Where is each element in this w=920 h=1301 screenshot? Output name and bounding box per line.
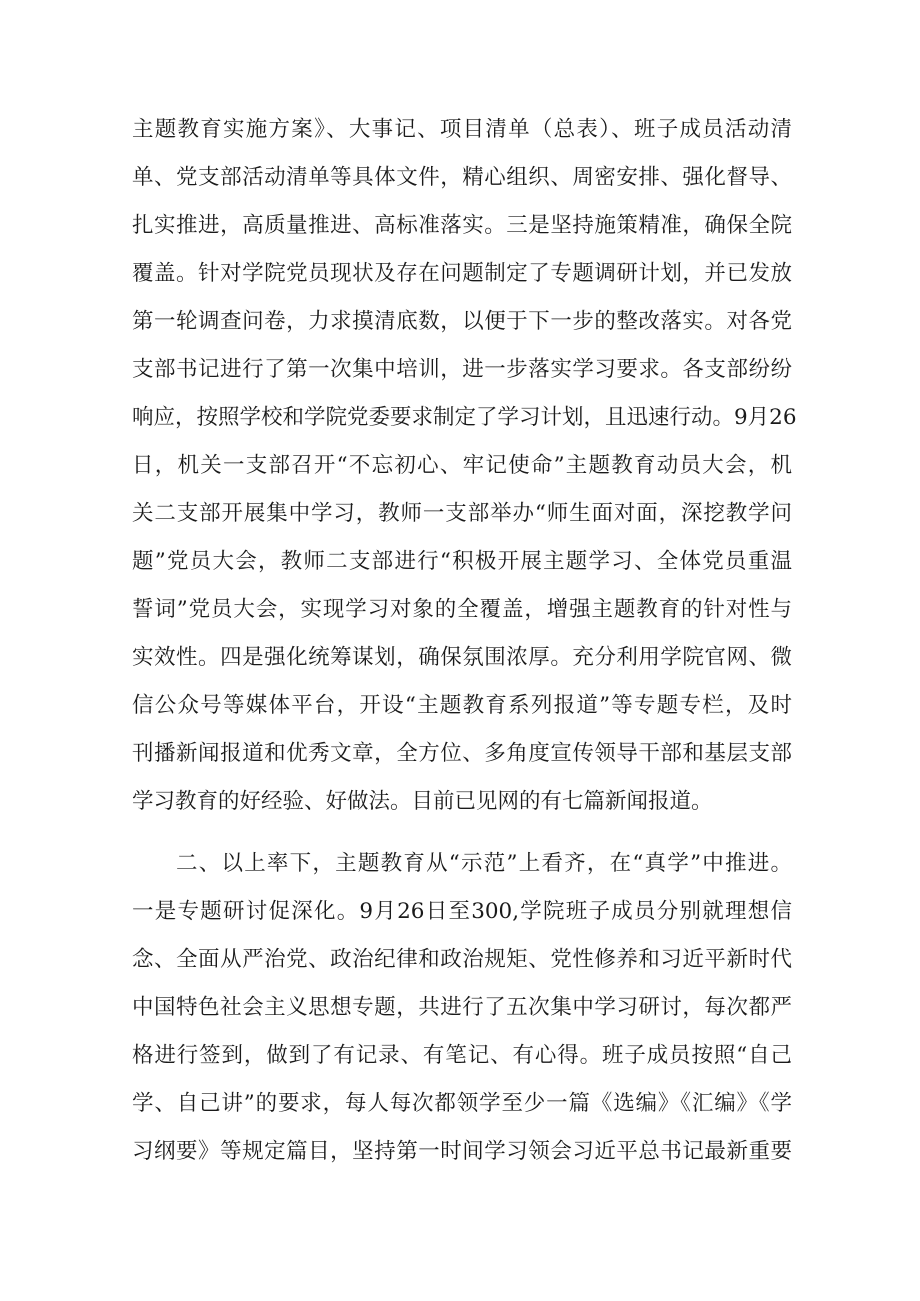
text-line: 学、自己讲”的要求，每人每次都领学至少一篇《选编》《汇编》《学	[132, 1091, 792, 1116]
text-line: 誓词”党员大会，实现学习对象的全覆盖，增强主题教育的针对性与	[132, 597, 792, 622]
section-heading-line: 二、以上率下，主题教育从“示范”上看齐，在“真学”中推进。	[176, 851, 792, 876]
text-line: 主题教育实施方案》、大事记、项目清单（总表）、班子成员活动清	[132, 117, 792, 142]
text-line: 关二支部开展集中学习，教师一支部举办“师生面对面，深挖教学问	[132, 501, 792, 526]
text-line: 响应，按照学校和学院党委要求制定了学习计划，且迅速行动。9月26	[132, 405, 797, 430]
text-line: 支部书记进行了第一次集中培训，进一步落实学习要求。各支部纷纷	[132, 357, 792, 382]
text-line: 习纲要》等规定篇目，坚持第一时间学习领会习近平总书记最新重要	[132, 1139, 792, 1164]
text-line: 格进行签到，做到了有记录、有笔记、有心得。班子成员按照“自己	[132, 1043, 792, 1068]
text-line: 实效性。四是强化统筹谋划，确保氛围浓厚。充分利用学院官网、微	[132, 645, 792, 670]
text-line: 第一轮调查问卷，力求摸清底数，以便于下一步的整改落实。对各党	[132, 309, 792, 334]
text-line: 信公众号等媒体平台，开设“主题教育系列报道”等专题专栏，及时	[132, 693, 792, 718]
text-line: 扎实推进，高质量推进、高标准落实。三是坚持施策精准，确保全院	[132, 213, 792, 238]
text-line: 中国特色社会主义思想专题，共进行了五次集中学习研讨，每次都严	[132, 995, 792, 1020]
text-line: 刊播新闻报道和优秀文章，全方位、多角度宣传领导干部和基层支部	[132, 741, 792, 766]
text-line: 念、全面从严治党、政治纪律和政治规矩、党性修养和习近平新时代	[132, 947, 792, 972]
text-line: 单、党支部活动清单等具体文件，精心组织、周密安排、强化督导、	[132, 165, 792, 190]
text-line: 题”党员大会，教师二支部进行“积极开展主题学习、全体党员重温	[132, 549, 792, 574]
text-line: 学习教育的好经验、好做法。目前已见网的有七篇新闻报道。	[132, 789, 713, 814]
text-line: 一是专题研讨促深化。9月26日至300,学院班子成员分别就理想信	[132, 899, 792, 924]
text-line: 日，机关一支部召开“不忘初心、牢记使命”主题教育动员大会，机	[132, 453, 792, 478]
text-line: 覆盖。针对学院党员现状及存在问题制定了专题调研计划，并已发放	[132, 261, 792, 286]
